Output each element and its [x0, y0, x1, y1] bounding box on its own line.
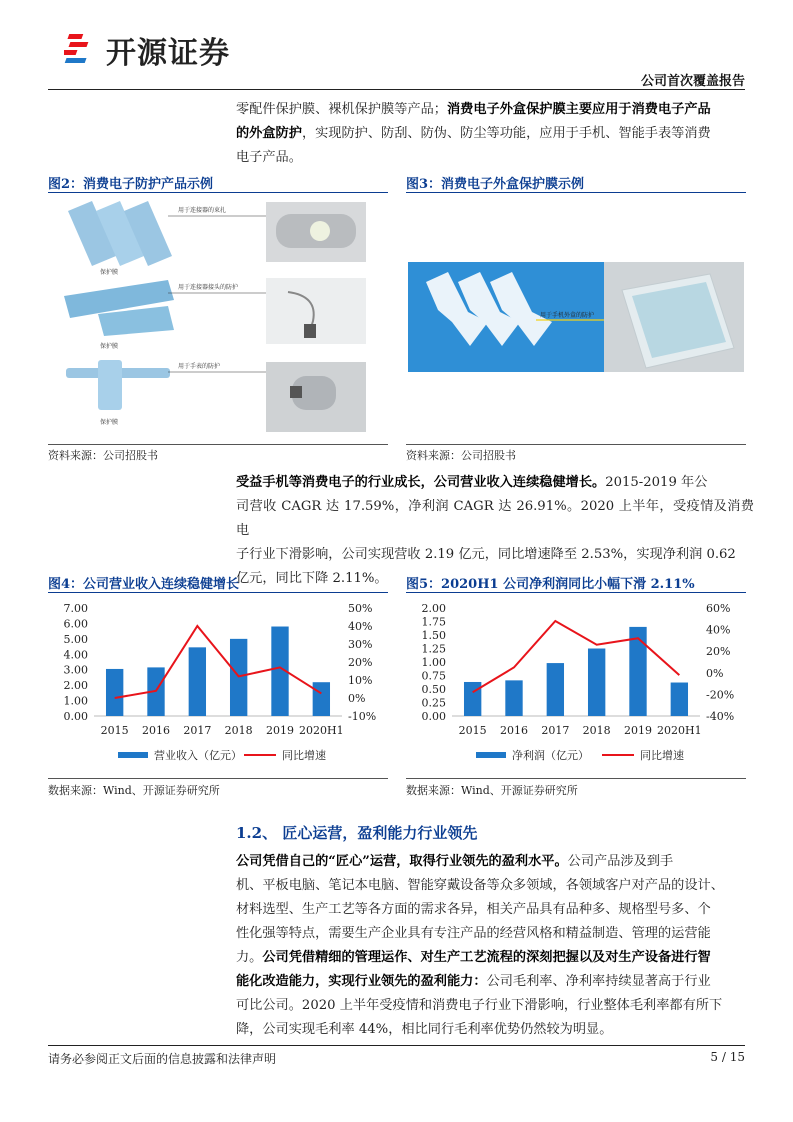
bar — [629, 627, 646, 716]
paragraph-line — [236, 994, 754, 1018]
bar — [547, 663, 564, 716]
paragraph-line — [236, 122, 754, 146]
legend-bar-label: 营业收入（亿元） — [154, 749, 242, 762]
figure3-callout: 用于手机外盒的防护 — [540, 312, 595, 319]
figure2-source: 资料来源：公司招股书 — [48, 449, 158, 462]
y-left-tick-label: 1.00 — [421, 656, 446, 669]
figure5-title: 图5：2020H1 公司净利润同比小幅下滑 2.11% — [406, 577, 695, 592]
y-right-tick-label: 40% — [348, 620, 373, 633]
figure4-title-rule — [48, 592, 388, 593]
y-right-tick-label: -20% — [706, 688, 735, 702]
text-run: 机、平板电脑、笔记本电脑、智能穿戴设备等众多领域，各领域客户对产品的设计、 — [236, 878, 724, 893]
legend-bar-swatch — [476, 752, 506, 758]
y-right-tick-label: -10% — [348, 710, 377, 723]
paragraph-line — [236, 922, 754, 946]
y-right-tick-label: 60% — [706, 602, 731, 615]
text-run: 材料选型、生产工艺等各方面的需求各异，相关产品具有品种多、规格型号多、个 — [236, 902, 711, 917]
figure5-bottom-rule — [406, 778, 746, 779]
paragraph-line — [236, 98, 754, 122]
bold-text: 受益手机等消费电子的行业成长，公司营业收入连续稳健增长。 — [236, 475, 606, 490]
y-right-tick-label: 40% — [706, 623, 731, 637]
y-left-tick-label: 4.00 — [63, 648, 88, 662]
paragraph-line — [236, 1018, 754, 1042]
footer-disclaimer: 请务必参阅正文后面的信息披露和法律声明 — [48, 1052, 277, 1066]
text-run: 可比公司。2020 上半年受疫情和消费电子行业下滑影响，行业整体毛利率都有所下 — [236, 998, 723, 1013]
text-run: 公司毛利率、净利率持续显著高于行业 — [486, 974, 711, 989]
x-tick-label: 2020H1 — [657, 724, 702, 737]
text-run: 零配件保护膜、裸机保护膜等产品； — [236, 102, 447, 117]
x-tick-label: 2016 — [142, 724, 170, 737]
bar — [106, 669, 123, 716]
legend-line-label: 同比增速 — [640, 749, 684, 762]
legend-bar-label: 净利润（亿元） — [512, 749, 589, 762]
paragraph-line — [236, 874, 754, 898]
paragraph-line — [236, 850, 754, 874]
revenue-chart — [48, 598, 388, 774]
y-left-tick-label: 0.25 — [421, 696, 446, 710]
y-right-tick-label: 0% — [348, 692, 366, 705]
y-left-tick-label: 2.00 — [63, 679, 88, 693]
header-divider — [48, 89, 745, 90]
net-profit-chart — [406, 598, 746, 774]
intro-paragraph — [236, 98, 754, 170]
growth-line — [473, 621, 680, 692]
figure2-label-2: 保护膜 — [100, 343, 119, 350]
bold-text: 的外盒防护 — [236, 126, 302, 141]
bar — [313, 682, 330, 716]
bar — [189, 647, 206, 716]
y-right-tick-label: 50% — [348, 602, 373, 615]
film-strips-3 — [66, 360, 170, 410]
bold-text: 消费电子外盒保护膜主要应用于消费电子产品 — [447, 102, 711, 117]
y-left-tick-label: 2.00 — [421, 602, 446, 615]
bold-text: 能化改造能力，实现行业领先的盈利能力： — [236, 974, 487, 989]
film-strips-2 — [64, 280, 174, 336]
y-left-tick-label: 1.75 — [421, 615, 446, 629]
text-run: 子行业下滑影响，公司实现营收 2.19 亿元，同比增速降至 2.53%，实现净利润 0.62 — [236, 547, 736, 562]
brand-name: 开源证券 — [106, 36, 230, 71]
x-tick-label: 2019 — [266, 724, 294, 737]
paragraph-line — [236, 543, 754, 567]
figure3-image — [408, 262, 744, 372]
figure2-bottom-rule — [48, 444, 388, 445]
footer-divider — [48, 1045, 745, 1046]
report-type: 公司首次覆盖报告 — [640, 74, 745, 89]
legend-bar-swatch — [118, 752, 148, 758]
section-title: 1.2、 匠心运营，盈利能力行业领先 — [236, 824, 478, 842]
profit-paragraph — [236, 850, 754, 1042]
figure3-title-rule — [406, 192, 746, 193]
y-right-tick-label: 20% — [706, 645, 731, 659]
page-number: 5 / 15 — [710, 1050, 745, 1064]
y-right-tick-label: 0% — [706, 666, 724, 680]
bar — [588, 649, 605, 717]
figure2-label-1: 保护膜 — [100, 269, 119, 276]
y-left-tick-label: 0.00 — [63, 710, 88, 723]
figure5-source: 数据来源：Wind、开源证券研究所 — [406, 784, 578, 797]
figure4-title: 图4：公司营业收入连续稳健增长 — [48, 577, 240, 592]
paragraph-line — [236, 146, 754, 170]
paragraph-line — [236, 898, 754, 922]
y-left-tick-label: 1.25 — [421, 642, 446, 656]
y-left-tick-label: 0.75 — [421, 669, 446, 683]
bold-text: 公司凭借精细的管理运作、对生产工艺流程的深刻把握以及对生产设备进行智 — [262, 950, 711, 965]
bold-text: 公司凭借自己的“匠心”运营，取得行业领先的盈利水平。 — [236, 854, 568, 869]
x-tick-label: 2018 — [224, 724, 253, 737]
paragraph-line — [236, 946, 754, 970]
y-left-tick-label: 1.50 — [421, 629, 446, 642]
x-tick-label: 2019 — [624, 724, 652, 737]
paragraph-line — [236, 495, 754, 543]
text-run: 公司产品涉及到手 — [567, 854, 674, 869]
figure2-callout-2: 用于连接器接头的防护 — [178, 284, 239, 291]
text-run: 亿元，同比下降 2.11%。 — [236, 571, 388, 586]
y-right-tick-label: -40% — [706, 710, 735, 723]
growth-line — [115, 626, 322, 698]
bar — [671, 683, 688, 716]
bar — [464, 682, 481, 716]
brand-mark-icon — [64, 32, 100, 68]
bar — [230, 639, 247, 716]
y-left-tick-label: 3.00 — [63, 663, 88, 677]
brand-logo — [64, 28, 230, 72]
figure4-source: 数据来源：Wind、开源证券研究所 — [48, 784, 220, 797]
figure4-bottom-rule — [48, 778, 388, 779]
y-left-tick-label: 7.00 — [63, 602, 88, 615]
paragraph-line — [236, 471, 754, 495]
figure2-label-3: 保护膜 — [100, 419, 119, 426]
bar — [505, 680, 522, 716]
y-right-tick-label: 20% — [348, 656, 373, 669]
legend-line-label: 同比增速 — [282, 749, 326, 762]
y-left-tick-label: 0.00 — [421, 710, 446, 723]
figure2-callout-3: 用于手表的防护 — [178, 363, 221, 370]
paragraph-line — [236, 970, 754, 994]
figure3-bottom-rule — [406, 444, 746, 445]
y-right-tick-label: 10% — [348, 674, 373, 687]
figure2-image — [58, 196, 378, 442]
text-run: ，实现防护、防刮、防伪、防尘等功能，应用于手机、智能手表等消费 — [301, 126, 711, 141]
y-left-tick-label: 1.00 — [63, 694, 88, 708]
x-tick-label: 2016 — [500, 724, 528, 737]
x-tick-label: 2020H1 — [299, 724, 344, 737]
text-run: 司营收 CAGR 达 17.59%，净利润 CAGR 达 26.91%。2020 上半年，受疫情及消费电 — [236, 499, 754, 538]
y-left-tick-label: 5.00 — [63, 632, 88, 646]
figure5-title-rule — [406, 592, 746, 593]
text-run: 力。 — [236, 950, 263, 965]
figure3-title: 图3：消费电子外盒保护膜示例 — [406, 177, 585, 192]
x-tick-label: 2015 — [100, 724, 129, 737]
y-right-tick-label: 30% — [348, 638, 373, 651]
figure2-callout-1: 用于连接器的束扎 — [178, 207, 227, 214]
text-run: 2015-2019 年公 — [605, 475, 708, 490]
text-run: 电子产品。 — [236, 150, 302, 165]
figure2-title: 图2：消费电子防护产品示例 — [48, 177, 214, 192]
film-strips-1 — [68, 201, 172, 266]
text-run: 降，公司实现毛利率 44%，相比同行毛利率优势仍然较为明显。 — [236, 1022, 613, 1037]
figure2-title-rule — [48, 192, 388, 193]
x-tick-label: 2018 — [582, 724, 611, 737]
y-left-tick-label: 6.00 — [63, 617, 88, 631]
x-tick-label: 2017 — [183, 724, 212, 737]
text-run: 性化强等特点，需要生产企业具有专注产品的经营风格和精益制造、管理的运营能 — [236, 926, 711, 941]
x-tick-label: 2017 — [541, 724, 570, 737]
x-tick-label: 2015 — [458, 724, 487, 737]
figure3-source: 资料来源：公司招股书 — [406, 449, 516, 462]
y-left-tick-label: 0.50 — [421, 683, 446, 696]
